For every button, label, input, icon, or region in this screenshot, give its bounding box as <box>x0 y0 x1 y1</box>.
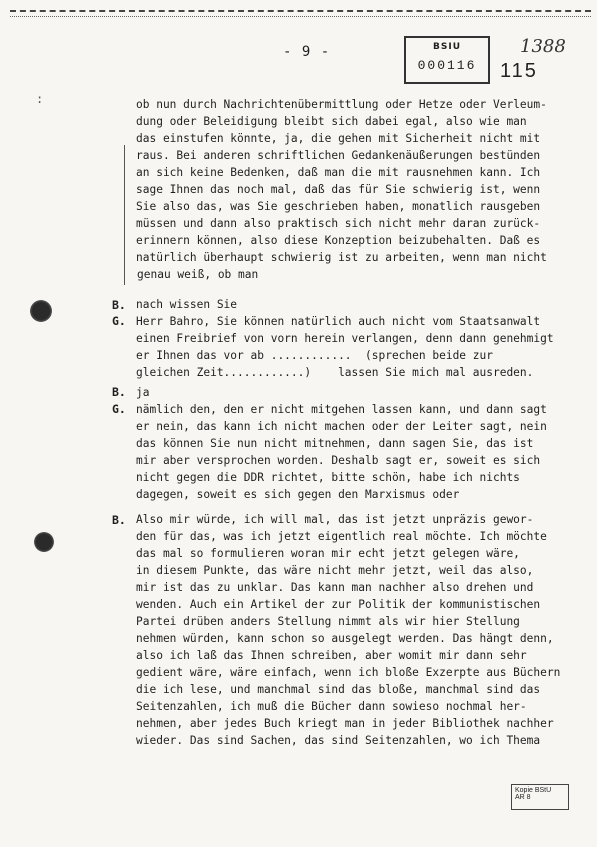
speaker-label: G. <box>112 314 126 328</box>
punch-hole <box>34 532 54 552</box>
text-line: also ich laß das Ihnen schreiben, aber womit mir dann sehr <box>136 649 527 662</box>
text-line: er nein, das kann ich nicht machen oder der Leiter sagt, nein <box>136 420 547 433</box>
text-line: Herr Bahro, Sie können natürlich auch nicht vom Staatsanwalt <box>136 315 541 328</box>
text-line: mir aber versprochen worden. Deshalb sagt er, soweit es sich <box>136 454 541 467</box>
text-line: dung oder Beleidigung bleibt sich dabei egal, also wie man <box>136 115 527 128</box>
archive-stamp <box>404 36 490 84</box>
text-line: ob nun durch Nachrichtenübermittlung oder Hetze oder Verleum- <box>136 98 547 111</box>
perforation-border <box>10 10 591 17</box>
text-line: müssen und dann also praktisch sich nicht mehr daran zurück- <box>136 217 541 230</box>
text-line: das einstufen könnte, ja, die gehen mit Sicherheit nicht mit <box>136 132 541 145</box>
text-line: Sie also das, was Sie geschrieben haben, monatlich rausgeben <box>136 200 541 213</box>
text-line: einen Freibrief von vorn herein verlangen, denn dann genehmigt <box>136 332 554 345</box>
copy-stamp-line1: Kopie BStU <box>515 787 552 794</box>
text-line: raus. Bei anderen schriftlichen Gedankenäußerungen bestünden <box>136 149 541 162</box>
margin-bracket <box>124 145 128 285</box>
margin-mark: : <box>36 92 44 106</box>
speaker-label: B. <box>112 385 126 399</box>
text-line: Partei drüben anders Stellung nimmt als wir hier Stellung <box>136 615 520 628</box>
text-line: nehmen würden, kann schon so ausgelegt werden. Das hängt denn, <box>136 632 554 645</box>
text-line: Seitenzahlen, ich muß die Bücher dann sowieso nochmal her- <box>136 700 527 713</box>
stamp-number: 000116 <box>417 58 477 73</box>
text-line: nehmen, aber jedes Buch kriegt man in jeder Bibliothek nachher <box>136 717 554 730</box>
text-line: die ich lese, und manchmal sind das bloße, manchmal sind das <box>136 683 541 696</box>
copy-stamp-line2: AR 8 <box>515 794 531 801</box>
text-line: gedient wäre, wäre einfach, wenn ich bloße Exzerpte aus Büchern <box>136 666 561 679</box>
text-line: mir ist das zu unklar. Das kann man nachher also drehen und <box>136 581 534 594</box>
speaker-label: B. <box>112 298 126 312</box>
text-line: wieder. Das sind Sachen, das sind Seitenzahlen, wo ich Thema <box>136 734 541 747</box>
handwritten-number: 1388 <box>520 36 566 57</box>
speaker-label: B. <box>112 513 126 527</box>
text-line: dagegen, soweit es sich gegen den Marxismus oder <box>136 488 460 501</box>
speaker-label: G. <box>112 402 126 416</box>
text-line: ja <box>136 386 150 399</box>
text-line: sage Ihnen das noch mal, daß das für Sie schwierig ist, wenn <box>136 183 541 196</box>
text-line: den für das, was ich jetzt eigentlich real möchte. Ich möchte <box>136 530 547 543</box>
text-line: er Ihnen das vor ab ............ (sprechen beide zur <box>136 349 493 362</box>
text-line: wenden. Auch ein Artikel der zur Politik der kommunistischen <box>136 598 541 611</box>
text-line: genau weiß, ob man <box>137 268 259 281</box>
page-number: - 9 - <box>283 44 331 60</box>
punch-hole <box>30 300 52 322</box>
text-line: das mal so formulieren woran mir echt jetzt gelegen wäre, <box>136 547 520 560</box>
text-line: natürlich überhaupt schwierig ist zu arbeiten, wenn man nicht <box>136 251 547 264</box>
text-line: gleichen Zeit............) lassen Sie mich mal ausreden. <box>136 366 534 379</box>
page-count: 115 <box>500 60 538 82</box>
text-line: nicht gegen die DDR richtet, bitte schön, habe ich nichts <box>136 471 520 484</box>
text-line: erinnern können, also diese Konzeption beizubehalten. Daß es <box>136 234 541 247</box>
text-line: Also mir würde, ich will mal, das ist jetzt unpräzis gewor- <box>136 513 534 526</box>
text-line: das können Sie nun nicht mitnehmen, dann sagen Sie, das ist <box>136 437 534 450</box>
text-line: nämlich den, den er nicht mitgehen lassen kann, und dann sagt <box>136 403 547 416</box>
text-line: an sich keine Bedenken, daß man die mit rausnehmen kann. Ich <box>136 166 541 179</box>
text-line: in diesem Punkte, das wäre nicht mehr jetzt, weil das also, <box>136 564 534 577</box>
text-line: nach wissen Sie <box>136 298 238 311</box>
copy-stamp <box>511 784 569 810</box>
stamp-title: BSIU <box>433 42 461 52</box>
